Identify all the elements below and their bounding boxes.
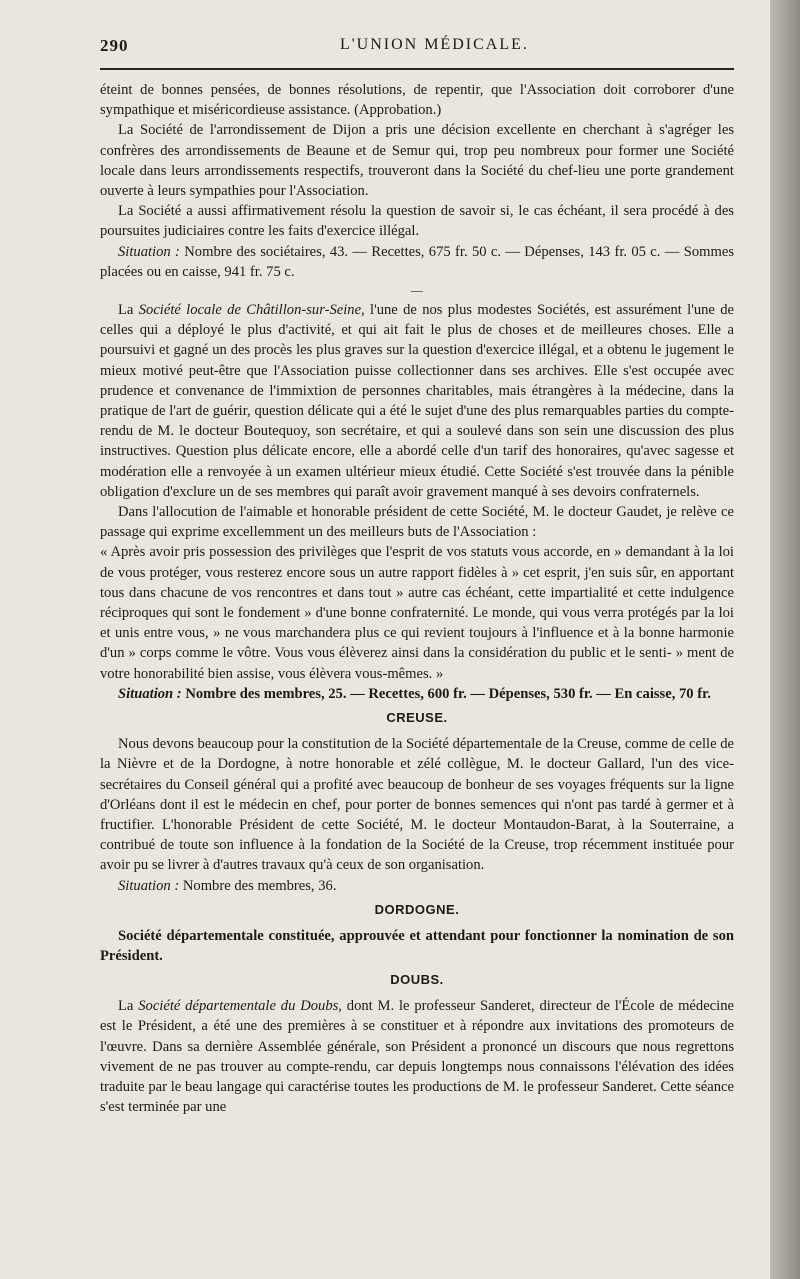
section-title-doubs: DOUBS. — [390, 972, 444, 988]
paragraph-rest: dont M. le professeur Sanderet, directeur de l'École de médecine est le Président, a été une des premières à se constituer et à répondre aux invitations des promoteurs de l'œuvre. Dans sa dernière Assemblée générale, son Président a prononcé un discours que nous regrettons vivement de ne pas trouver au compte-rendu, car depuis longtemps nous connaissons l'élévation des idées traduite par le beau langage qui caractérise toutes les productions de M. le professeur Sanderet. Cette séance s'est terminée par une — [100, 998, 734, 1116]
situation-line — [100, 876, 734, 896]
paragraph-rest: l'une de nos plus modestes Sociétés, est assurément l'une de celles qui a déployé le plus d'activité, et qui ait fait le plus de choses et de meilleures choses. Elle a poursuivi et gagné un des procès les plus graves sur la question d'exercice illégal, et a obtenu le jugement le mieux motivé peut-être que l'Association puisse collectionner dans ses archives. Elle s'est occupée avec prudence et convenance de l'immixtion de personnes charitables, mais étrangères à la médecine, dans la pratique de l'art de guérir, question délicate qui a été le sujet d'une des plus remarquables parties du compte-rendu de M. le docteur Boutequoy, son secrétaire, et qui a soulevé dans son sein une discussion des plus instructives. Question plus délicate encore, elle a abordé celle d'un tarif des honoraires, qu'avec sagesse et modération elle a renvoyée à un examen ultérieur mieux étudié. Cette Société s'est trouvée dans la pénible obligation d'exclure un de ses membres qui paraît avoir gravement manqué à ses devoirs confraternels. — [100, 302, 734, 500]
quotation: « Après avoir pris possession des privilèges que l'esprit de vos statuts vous accorde, en » demandant à la loi de vous protéger, vous resterez encore sous un autre rapport fidèles à » cet esprit, j'en suis sûr, en apportant tous dans chacune de vos rencontres et dans tout » autre cas échéant, cette impartialité et cette indulgence réciproques qui sont le fondement » d'une bonne confraternité. Le monde, qui vous verra protégés par la loi et unis entre vous, » ne vous marchandera plus ce qui revient toujours à l'influence et à la bonne harmonie d'un » corps comme le vôtre. Vous vous élèverez ainsi dans la considération du public et le senti- » ment de votre honorabilité bien assise, vous élèvera vous-mêmes. » — [100, 544, 734, 682]
paragraph: Dans l'allocution de l'aimable et honorable président de cette Société, M. le docteur Gaudet, je relève ce passage qui exprime excellemment un des meilleurs buts de l'Association : — [100, 504, 734, 541]
page-number: 290 — [100, 36, 129, 55]
situation-text: Nombre des sociétaires, 43. — Recettes, 675 fr. 50 c. — Dépenses, 143 fr. 05 c. — Sommes placées ou en caisse, 941 fr. 75 c. — [100, 243, 734, 280]
situation-text: Nombre des membres, 36. — [179, 877, 337, 894]
situation-label: Situation : — [118, 243, 180, 260]
paragraph: éteint de bonnes pensées, de bonnes résolutions, de repentir, que l'Association doit corroborer d'une sympathique et miséricordieuse assistance. (Approbation.) — [100, 82, 734, 119]
paragraph: La Société de l'arrondissement de Dijon a pris une décision excellente en cherchant à s'agréger les confrères des arrondissements de Beaune et de Semur qui, trop peu nombreux pour former une Société locale dans leurs arrondissements respectifs, trouveront dans la Société du chef-lieu une porte grandement ouverte à leurs sympathies pour l'Association. — [100, 122, 734, 200]
paragraph: Société départementale constituée, approuvée et attendant pour fonctionner la nomination de son Président. — [100, 927, 734, 964]
society-name: Société locale de Châtillon-sur-Seine, — [138, 302, 365, 319]
separator-dash: — — [411, 283, 423, 298]
paragraph-start: La — [118, 302, 139, 319]
section-title-creuse: CREUSE. — [386, 710, 448, 726]
paragraph — [100, 996, 734, 1117]
running-head: L'UNION MÉDICALE. — [340, 36, 529, 53]
situation-line — [100, 684, 734, 704]
situation-line — [100, 242, 734, 282]
paragraph: La Société a aussi affirmativement résolu la question de savoir si, le cas échéant, il sera procédé à des poursuites judiciaires contre les faits d'exercice illégal. — [100, 203, 734, 240]
paragraph — [100, 300, 734, 502]
page-header — [100, 36, 734, 62]
header-rule — [100, 68, 734, 70]
paragraph-start: La — [118, 998, 139, 1015]
paragraph: Nous devons beaucoup pour la constitution de la Société départementale de la Creuse, comme de celle de la Nièvre et de la Dordogne, à notre honorable et zélé collègue, M. le docteur Gallard, l'un des vice-secrétaires du Conseil général qui a profité avec beaucoup de bonheur de ses voyages fréquents sur la ligne d'Orléans dont il est le médecin en chef, pour porter de bonnes semences qui n'ont pas tardé à germer et à fructifier. L'honorable Président de cette Société, M. le docteur Montaudon-Barat, à la Souterraine, a contribué de toute son influence à la fondation de la Société de la Creuse, trop récemment instituée pour avoir pu se livrer à d'autres travaux qu'à ceux de son organisation. — [100, 736, 734, 874]
situation-label: Situation : — [118, 685, 182, 702]
situation-text: Nombre des membres, 25. — Recettes, 600 fr. — Dépenses, 530 fr. — En caisse, 70 fr. — [181, 685, 711, 702]
society-name: Société départementale du Doubs, — [138, 998, 342, 1015]
page-gutter-shadow — [770, 0, 800, 1279]
section-title-dordogne: DORDOGNE. — [374, 901, 460, 917]
situation-label: Situation : — [118, 877, 180, 894]
